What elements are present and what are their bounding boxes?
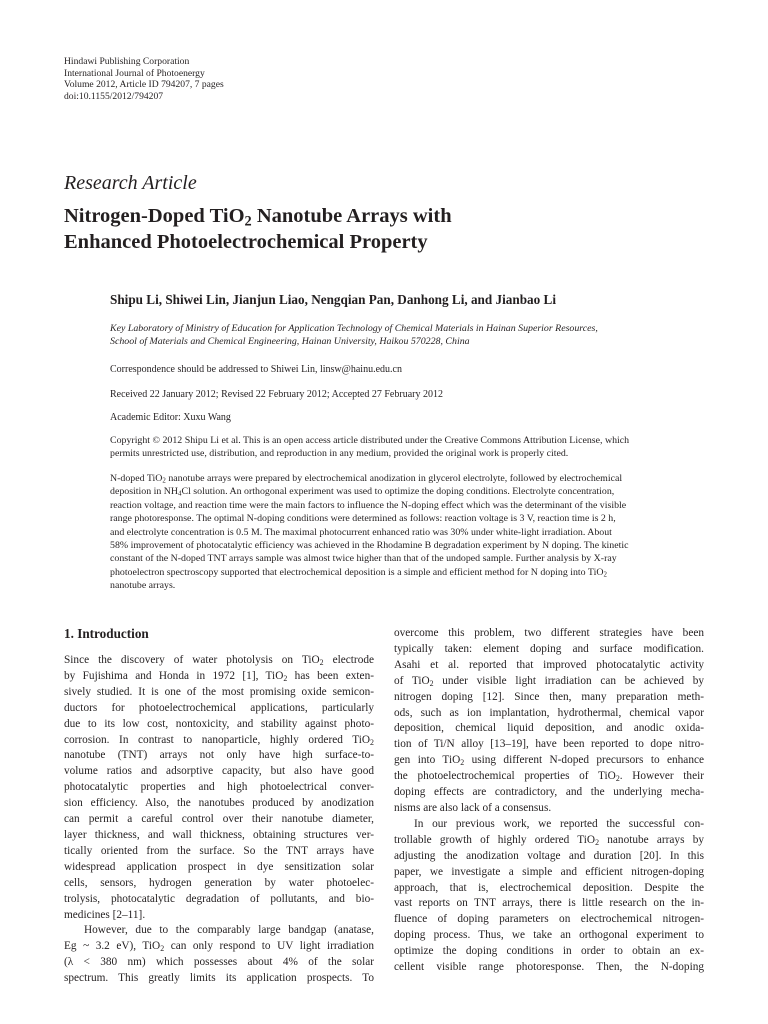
body-text-line [64, 955, 374, 971]
body-text: However, due to the comparably large bandgap (anatase, [84, 924, 374, 937]
affiliation-line: School of Materials and Chemical Engineering, Hainan University, Haikou 570228, China [110, 336, 470, 348]
body-text-line [64, 717, 374, 733]
body-text: nitrogen doping [12]. Since then, many preparation meth- [394, 690, 704, 703]
body-text: can only respond to UV light irradiation [164, 940, 374, 953]
body-text: under visible light irradiation can be achieved by [433, 674, 704, 687]
body-text: . However their [619, 770, 704, 783]
abstract-line: nanotube arrays. [110, 580, 176, 592]
abstract-subscript: 2 [603, 571, 607, 579]
body-text-line [394, 785, 704, 801]
body-text-line [64, 748, 374, 764]
body-text: Since the discovery of water photolysis on TiO [64, 654, 320, 666]
abstract-text: Cl solution. An orthogonal experiment was used to optimize the doping conditions. Electrolyte concentration, [181, 486, 615, 498]
body-text: nanotube (TNT) arrays not only have high surface-to- [64, 749, 374, 762]
body-text: Asahi et al. reported that improved photocatalytic activity [394, 658, 704, 671]
body-text: In our previous work, we reported the successful con- [414, 817, 704, 830]
body-text: spectrum. This greatly limits its application prospects. To [64, 972, 374, 985]
body-text-line [64, 908, 374, 924]
body-text-line [394, 753, 704, 769]
title-text: Nanotube Arrays with [251, 205, 452, 227]
body-text: doping effects are contradictory, and the underlying mecha- [394, 786, 704, 799]
body-text: corrosion. In contrast to nanoparticle, highly ordered TiO [64, 733, 371, 746]
abstract-line: 58% improvement of photocatalytic efficiency was achieved in the Rhodamine B degradation experiment by N doping. The kinetic [110, 540, 629, 552]
body-text-line [64, 733, 374, 749]
body-text-line [64, 812, 374, 828]
body-text: tion of Ti/N alloy [13–19], have been reported to dope nitro- [394, 738, 704, 751]
abstract [110, 472, 704, 593]
body-text-line [64, 939, 374, 955]
body-text-line [64, 780, 374, 796]
body-text-line [64, 876, 374, 892]
journal-info [64, 56, 224, 102]
body-text-line [394, 674, 704, 690]
title-line-1 [64, 203, 704, 229]
body-text-line [64, 971, 374, 987]
body-text-line [394, 912, 704, 928]
body-text: widespread application prospect in dye sensitization solar [64, 860, 374, 873]
abstract-text: N-doped TiO [110, 473, 163, 484]
body-text: ods, such as ion implantation, hydrothermal, chemical vapor [394, 706, 704, 719]
body-column-left [64, 626, 374, 987]
abstract-line: range photoresponse. The optimal N-doping conditions were determined as follows: reaction voltage is 3 V, reaction time is 2 h, [110, 513, 616, 525]
body-text: using different N-doped precursors to enhance [464, 754, 704, 767]
academic-editor: Academic Editor: Xuxu Wang [110, 412, 231, 423]
body-text: cellent visible range photoresponse. Then, the N-doping [394, 961, 704, 974]
body-text: photocatalytic properties and high photoelectrical conver- [64, 781, 374, 794]
body-text-line [394, 928, 704, 944]
body-text-line [64, 653, 374, 669]
body-text-line [394, 849, 704, 865]
body-text-line [394, 944, 704, 960]
body-text-line [394, 706, 704, 722]
journal-name: International Journal of Photoenergy [64, 67, 205, 79]
abstract-subscript: 2 [162, 477, 166, 485]
abstract-line: and electrolyte concentration is 0.5 M. The maximal photocurrent enhanced ratio was 30% under white-light irradiation. About [110, 526, 612, 538]
affiliation-line: Key Laboratory of Ministry of Education for Application Technology of Chemical Materials in Hainan Superior Resources, [110, 323, 598, 334]
body-text: due to its low cost, nontoxicity, and stability against photo- [64, 717, 374, 730]
body-subscript: 2 [283, 673, 288, 683]
abstract-text: photoelectron spectroscopy supported that electrochemical deposition is a simple and efficient method for N doping into TiO [110, 566, 604, 578]
body-text: doping process. Thus, we take an orthogonal experiment to [394, 929, 704, 942]
body-text-line [394, 721, 704, 737]
body-subscript: 2 [160, 944, 165, 954]
body-text: can permit a careful control over their nanotube diameter, [64, 813, 374, 826]
correspondence-text: Correspondence should be addressed to Shiwei Lin, [110, 364, 320, 375]
volume-info: Volume 2012, Article ID 794207, 7 pages [64, 79, 224, 91]
body-text-line [394, 737, 704, 753]
abstract-line: reaction voltage, and reaction time were the main factors to influence the N-doping effect which was the determinant of the visible [110, 499, 627, 511]
body-text-line [64, 860, 374, 876]
author-list: Shipu Li, Shiwei Lin, Jianjun Liao, Nengqian Pan, Danhong Li, and Jianbao Li [110, 292, 556, 307]
body-text: (λ < 380 nm) which possesses about 4% of the solar [64, 956, 374, 969]
abstract-line [110, 472, 704, 485]
body-text: overcome this problem, two different strategies have been [394, 627, 704, 639]
body-text-line [394, 769, 704, 785]
body-text: sively studied. It is one of the most promising oxide semicon- [64, 685, 374, 698]
article-title [64, 203, 704, 255]
body-text: gen into TiO [394, 754, 461, 767]
abstract-line: constant of the N-doped TNT arrays sample was almost twice higher than that of the undoped sample. Further analysis by X-ray [110, 553, 617, 565]
body-text: sion efficiency. Also, the nanotubes produced by anodization [64, 797, 374, 810]
section-heading: 1. Introduction [64, 626, 149, 641]
body-text-line [394, 642, 704, 658]
body-text: nisms are also lack of a consensus. [394, 801, 552, 814]
body-text-line [394, 896, 704, 912]
copyright-line: Copyright © 2012 Shipu Li et al. This is an open access article distributed under the Creative Commons Attribution License, which [110, 435, 630, 446]
copyright-notice [110, 434, 704, 460]
body-text: trollable growth of highly ordered TiO [394, 833, 596, 846]
title-subscript: 2 [244, 213, 252, 230]
body-subscript: 2 [595, 837, 600, 847]
body-text-line [64, 892, 374, 908]
body-text: optimize the doping conditions in order to obtain an ex- [394, 945, 704, 958]
body-text-line [64, 669, 374, 685]
title-line-2: Enhanced Photoelectrochemical Property [64, 231, 428, 253]
body-text: tically oriented from the surface. So the TNT arrays have [64, 844, 374, 857]
body-text-line [394, 626, 704, 642]
body-subscript: 2 [319, 657, 324, 667]
abstract-line [110, 566, 704, 579]
body-text: typically taken: element doping and surface modification. [394, 642, 704, 655]
body-text-line [64, 923, 374, 939]
body-text-line [64, 844, 374, 860]
body-text: adjusting the anodization voltage and duration [20]. In this [394, 849, 704, 862]
body-text: electrode [323, 654, 374, 666]
correspondence-email-link[interactable]: linsw@hainu.edu.cn [319, 364, 402, 375]
body-text-line [64, 764, 374, 780]
body-text: approach, that is, electrochemical deposition. Despite the [394, 881, 704, 894]
body-text-line [64, 828, 374, 844]
body-column-right [394, 626, 704, 976]
body-text-line [64, 685, 374, 701]
body-text: ductors for photoelectrochemical applications, particularly [64, 701, 374, 714]
right-column-text [394, 626, 704, 976]
body-text-line [394, 833, 704, 849]
body-text: fluence of doping parameters on electrochemical nitrogen- [394, 913, 704, 926]
body-text: the photoelectrochemical properties of TiO [394, 770, 616, 783]
body-text: deposition, chemical liquid deposition, and anodic oxida- [394, 722, 704, 735]
publisher: Hindawi Publishing Corporation [64, 56, 190, 67]
abstract-text: nanotube arrays were prepared by electrochemical anodization in glycerol electrolyte, followed by electrochemical [165, 473, 623, 484]
received-dates: Received 22 January 2012; Revised 22 February 2012; Accepted 27 February 2012 [110, 389, 443, 400]
body-text-line [394, 960, 704, 976]
body-text: by Fujishima and Honda in 1972 [1], TiO [64, 669, 284, 682]
body-subscript: 2 [460, 758, 465, 768]
body-text: layer thickness, and wall thickness, obtaining structures ver- [64, 828, 374, 841]
body-text: paper, we investigate a simple and efficient nitrogen-doping [394, 865, 704, 878]
body-text: has been exten- [287, 669, 374, 682]
article-type: Research Article [64, 172, 197, 194]
abstract-text: deposition in NH [110, 486, 179, 498]
body-text: cells, sensors, hydrogen generation by water photoelec- [64, 876, 374, 889]
body-text-line [394, 801, 704, 817]
body-text: Eg ~ 3.2 eV), TiO [64, 940, 161, 953]
body-text-line [394, 881, 704, 897]
body-text: trolysis, photocatalytic degradation of pollutants, and bio- [64, 892, 374, 905]
body-subscript: 2 [370, 737, 374, 747]
body-text: volume ratios and adsorptive capacity, but also have good [64, 765, 374, 778]
doi: doi:10.1155/2012/794207 [64, 90, 164, 102]
body-text-line [64, 701, 374, 717]
body-text: of TiO [394, 674, 430, 687]
correspondence [110, 364, 402, 375]
title-text: Nitrogen-Doped TiO [64, 205, 245, 227]
body-text-line [64, 796, 374, 812]
affiliation [110, 322, 598, 348]
body-text: nanotube arrays by [599, 833, 704, 846]
body-text-line [394, 817, 704, 833]
body-text: vast reports on TNT arrays, there is little research on the in- [394, 897, 704, 910]
left-column-text [64, 653, 374, 987]
body-subscript: 2 [615, 774, 620, 784]
copyright-line: permits unrestricted use, distribution, and reproduction in any medium, provided the original work is properly cited. [110, 448, 569, 460]
abstract-subscript: 4 [178, 491, 182, 499]
body-text-line [394, 865, 704, 881]
body-text-line [394, 690, 704, 706]
body-text-line [394, 658, 704, 674]
abstract-line [110, 485, 704, 498]
body-text: medicines [2–11]. [64, 908, 146, 921]
body-subscript: 2 [429, 678, 434, 688]
